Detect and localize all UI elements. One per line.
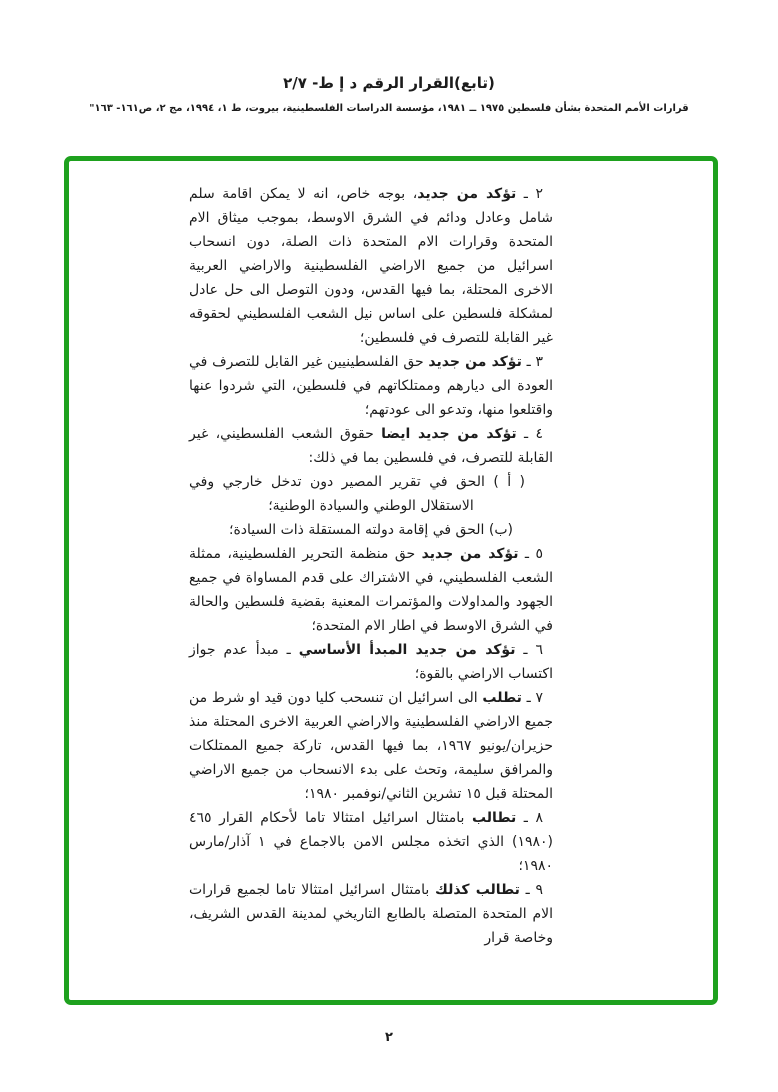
paragraph-text: الحق في إقامة دولته المستقلة ذات السيادة؛ [229, 522, 485, 538]
operative-phrase: تؤكد من جديد [421, 546, 519, 562]
paragraph-4 [189, 422, 553, 470]
paragraph-marker: ٥ ـ [518, 546, 543, 562]
page-number: ٢ [385, 1030, 393, 1045]
paragraph-marker: (ب) [484, 522, 513, 538]
paragraph-text: بامتثال اسرائيل امتثالا تاما لجميع قرارات الام المتحدة المتصلة بالطابع التاريخي لمدينة القدس الشريف، وخاصة قرار [189, 882, 553, 946]
resolution-title: (تابع)القرار الرقم د إ ط- ٢/٧ [283, 74, 495, 92]
paragraph-5 [189, 542, 553, 638]
paragraph-6 [189, 638, 553, 686]
highlight-frame [64, 156, 718, 1005]
paragraph-3 [189, 350, 553, 422]
subparagraph-b [189, 518, 553, 542]
paragraph-7 [189, 686, 553, 806]
paragraph-text: ـ مبدأ عدم جواز اكتساب الاراضي بالقوة؛ [189, 642, 553, 682]
paragraph-marker: ( أ ) [484, 474, 526, 490]
operative-phrase: تؤكد من جديد المبدأ الأساسي [298, 642, 516, 658]
operative-phrase: تؤكد من جديد [428, 354, 522, 370]
paragraph-8 [189, 806, 553, 878]
paragraph-marker: ٨ ـ [516, 810, 543, 826]
paragraph-marker: ٣ ـ [521, 354, 543, 370]
paragraph-text: حق الفلسطينيين غير القابل للتصرف في العودة الى ديارهم وممتلكاتهم في فلسطين، التي شردوا عنها واقتلعوا منها، وتدعو الى عودتهم؛ [189, 354, 553, 418]
paragraph-text: بامتثال اسرائيل امتثالا تاما لأحكام القرار ٤٦٥ (١٩٨٠) الذي اتخذه مجلس الامن بالاجماع في ١ آذار/مارس ١٩٨٠؛ [189, 810, 553, 874]
paragraph-marker: ٦ ـ [515, 642, 543, 658]
paragraph-marker: ٤ ـ [516, 426, 543, 442]
paragraph-text: الحق في تقرير المصير دون تدخل خارجي وفي الاستقلال الوطني والسيادة الوطنية؛ [189, 474, 485, 514]
paragraph-2 [189, 182, 553, 350]
paragraph-marker: ٢ ـ [516, 186, 543, 202]
operative-phrase: تؤكد من جديد [417, 186, 517, 202]
subparagraph-a [189, 470, 553, 518]
paragraph-text: ، بوجه خاص، انه لا يمكن اقامة سلم شامل وعادل ودائم في الشرق الاوسط، بموجب ميثاق الام المتحدة وقرارات الام المتحدة ذات الصلة، دون انسحاب اسرائيل من جميع الاراضي الفلسطينية والاراضي العربية الاخرى المحتلة، بما فيها القدس، ودون التوصل الى حل عادل لمشكلة فلسطين على اساس نيل الشعب الفلسطيني لحقوقه غير القابلة للتصرف في فلسطين؛ [189, 186, 553, 346]
paragraph-9 [189, 878, 553, 950]
paragraph-text: الى اسرائيل ان تنسحب كليا دون قيد او شرط من جميع الاراضي الفلسطينية والاراضي العربية الاخرى المحتلة منذ حزيران/يونيو ١٩٦٧، بما فيها القدس، تاركة جميع الممتلكات والمرافق سليمة، وتحث على بدء الانسحاب من جميع الاراضي المحتلة قبل ١٥ تشرين الثاني/نوفمبر ١٩٨٠؛ [189, 690, 554, 802]
resolution-text [189, 182, 553, 950]
paragraph-marker: ٧ ـ [521, 690, 543, 706]
operative-phrase: تطالب كذلك [435, 882, 520, 898]
operative-phrase: تطالب [471, 810, 517, 826]
operative-phrase: تؤكد من جديد ايضا [381, 426, 517, 442]
paragraph-text: حق منظمة التحرير الفلسطينية، ممثلة الشعب الفلسطيني، في الاشتراك على قدم المساواة في جميع الجهود والمداولات والمؤتمرات المعنية بقضية فلسطين والحالة في الشرق الاوسط في اطار الام المتحدة؛ [189, 546, 553, 634]
source-citation: قرارات الأمم المتحدة بشأن فلسطين ١٩٧٥ ــ ١٩٨١، مؤسسة الدراسات الفلسطينية، بيروت، ط ١، ١٩٩٤، مج ٢، ص١٦١- ١٦٣" [89, 103, 689, 114]
operative-phrase: تطلب [482, 690, 522, 706]
paragraph-text: حقوق الشعب الفلسطيني، غير القابلة للتصرف، في فلسطين بما في ذلك: [189, 426, 553, 466]
paragraph-marker: ٩ ـ [519, 882, 543, 898]
